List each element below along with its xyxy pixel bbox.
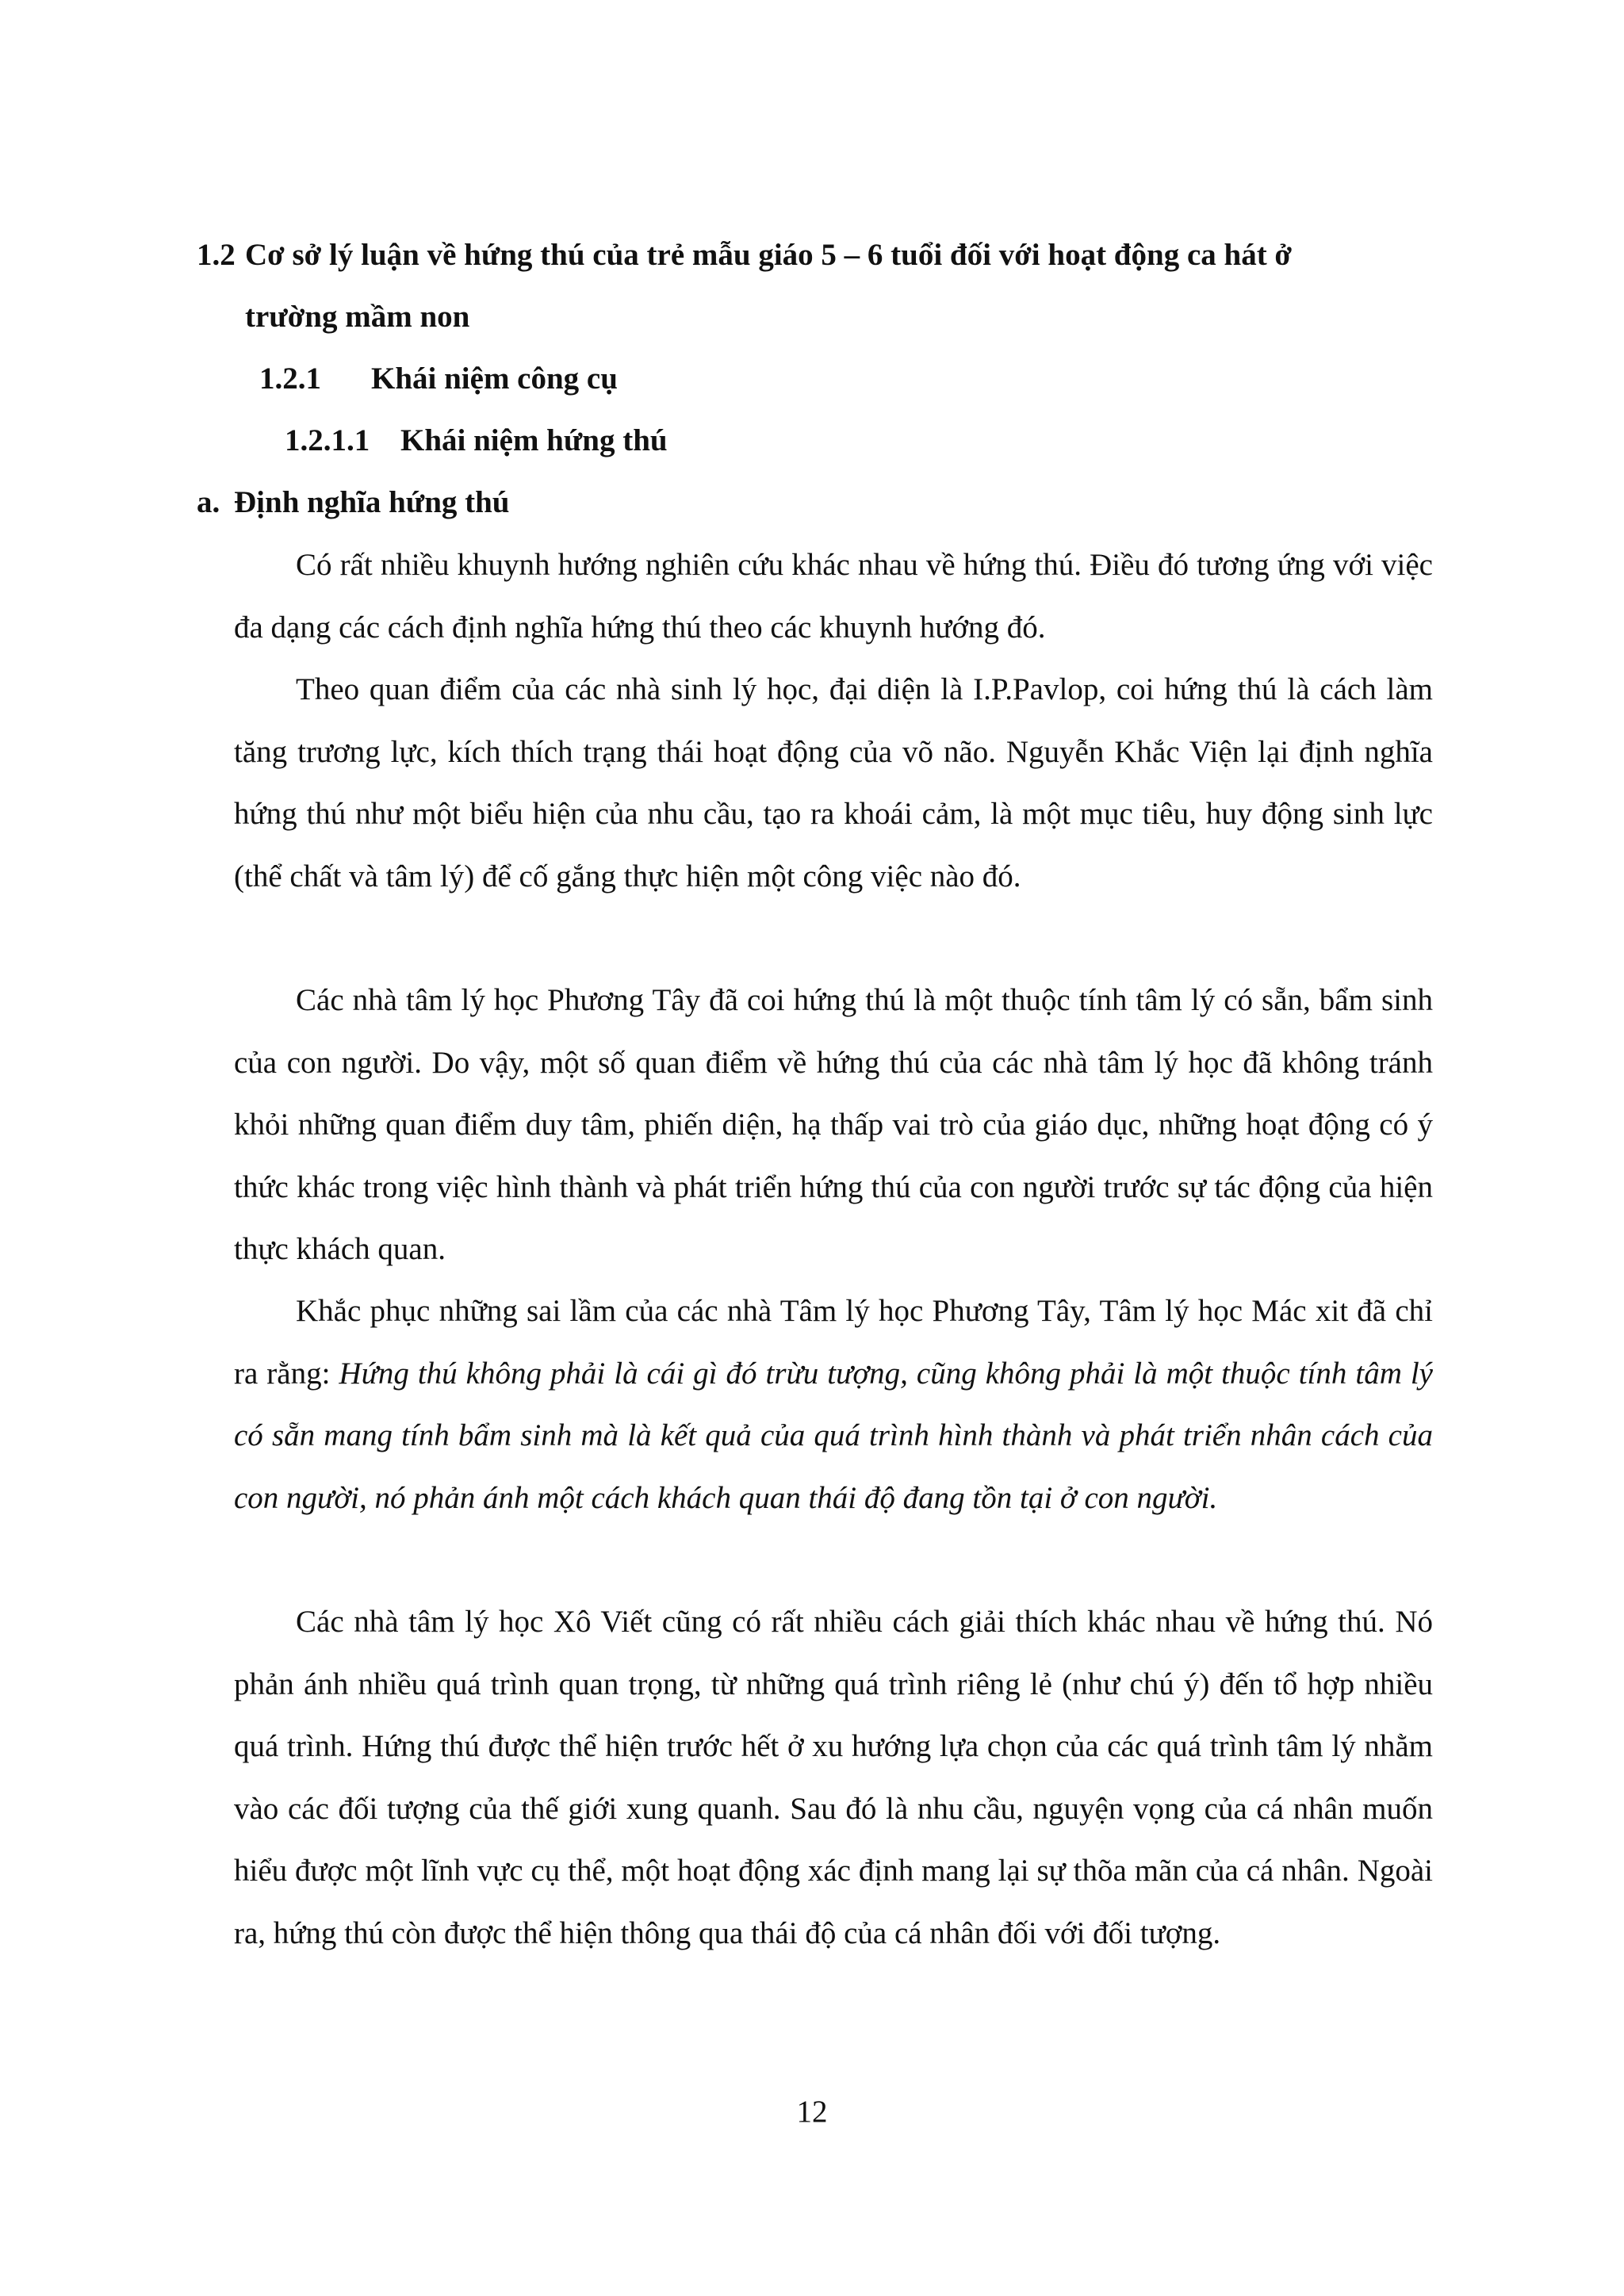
heading-1-2-1-title: Khái niệm công cụ	[371, 362, 618, 396]
page-number: 12	[796, 2095, 828, 2129]
paragraph-4-italic: Hứng thú không phải là cái gì đó trừu tượng, cũng không phải là một thuộc tính tâm lý có sẵn mang tính bẩm sinh mà là kết quả của quá trình hình thành và phát triển nhân cách của con người, nó phản ánh một cách khách quan thái độ đang tồn tại ở con người.	[234, 1356, 1433, 1515]
paragraph-4-plain: Khắc phục những sai lầm của các nhà Tâm lý học Phương Tây, Tâm lý học Mác xit đã chỉ ra rằng:	[234, 1294, 1433, 1391]
paragraph-2: Theo quan điểm của các nhà sinh lý học, đại diện là I.P.Pavlop, coi hứng thú là cách làm tăng trương lực, kích thích trạng thái hoạt động của võ não. Nguyễn Khắc Viện lại định nghĩa hứng thú như một biểu hiện của nhu cầu, tạo ra khoái cảm, là một mục tiêu, huy động sinh lực (thể chất và tâm lý) để cố gắng thực hiện một công việc nào đó.	[234, 672, 1433, 894]
heading-1-2-1-1-number: 1.2.1.1	[285, 423, 370, 457]
heading-1-2-title-line1: Cơ sở lý luận về hứng thú của trẻ mẫu giáo 5 – 6 tuổi đối với hoạt động ca hát ở	[245, 238, 1293, 272]
heading-1-2-title-line2: trường mầm non	[245, 300, 470, 334]
heading-1-2-number: 1.2	[197, 238, 236, 272]
heading-a-title: Định nghĩa hứng thú	[234, 485, 510, 519]
paragraph-1: Có rất nhiều khuynh hướng nghiên cứu khác nhau về hứng thú. Điều đó tương ứng với việc đa dạng các cách định nghĩa hứng thú theo các khuynh hướng đó.	[234, 548, 1433, 645]
heading-1-2-1-number: 1.2.1	[259, 362, 321, 396]
heading-1-2-1-1-title: Khái niệm hứng thú	[400, 423, 668, 457]
paragraph-3: Các nhà tâm lý học Phương Tây đã coi hứng thú là một thuộc tính tâm lý có sẵn, bẩm sinh của con người. Do vậy, một số quan điểm về hứng thú của các nhà tâm lý học đã không tránh khỏi những quan điểm duy tâm, phiến diện, hạ thấp vai trò của giáo dục, những hoạt động có ý thức khác trong việc hình thành và phát triển hứng thú của con người trước sự tác động của hiện thực khách quan.	[234, 983, 1433, 1266]
heading-a-marker: a.	[197, 485, 220, 519]
paragraph-4	[234, 1280, 1433, 1529]
paragraph-5: Các nhà tâm lý học Xô Viết cũng có rất nhiều cách giải thích khác nhau về hứng thú. Nó phản ánh nhiều quá trình quan trọng, từ những quá trình riêng lẻ (như chú ý) đến tổ hợp nhiều quá trình. Hứng thú được thể hiện trước hết ở xu hướng lựa chọn của các quá trình tâm lý nhằm vào các đối tượng của thế giới xung quanh. Sau đó là nhu cầu, nguyện vọng của cá nhân muốn hiểu được một lĩnh vực cụ thể, một hoạt động xác định mang lại sự thõa mãn của cá nhân. Ngoài ra, hứng thú còn được thể hiện thông qua thái độ của cá nhân đối với đối tượng.	[234, 1605, 1433, 1950]
